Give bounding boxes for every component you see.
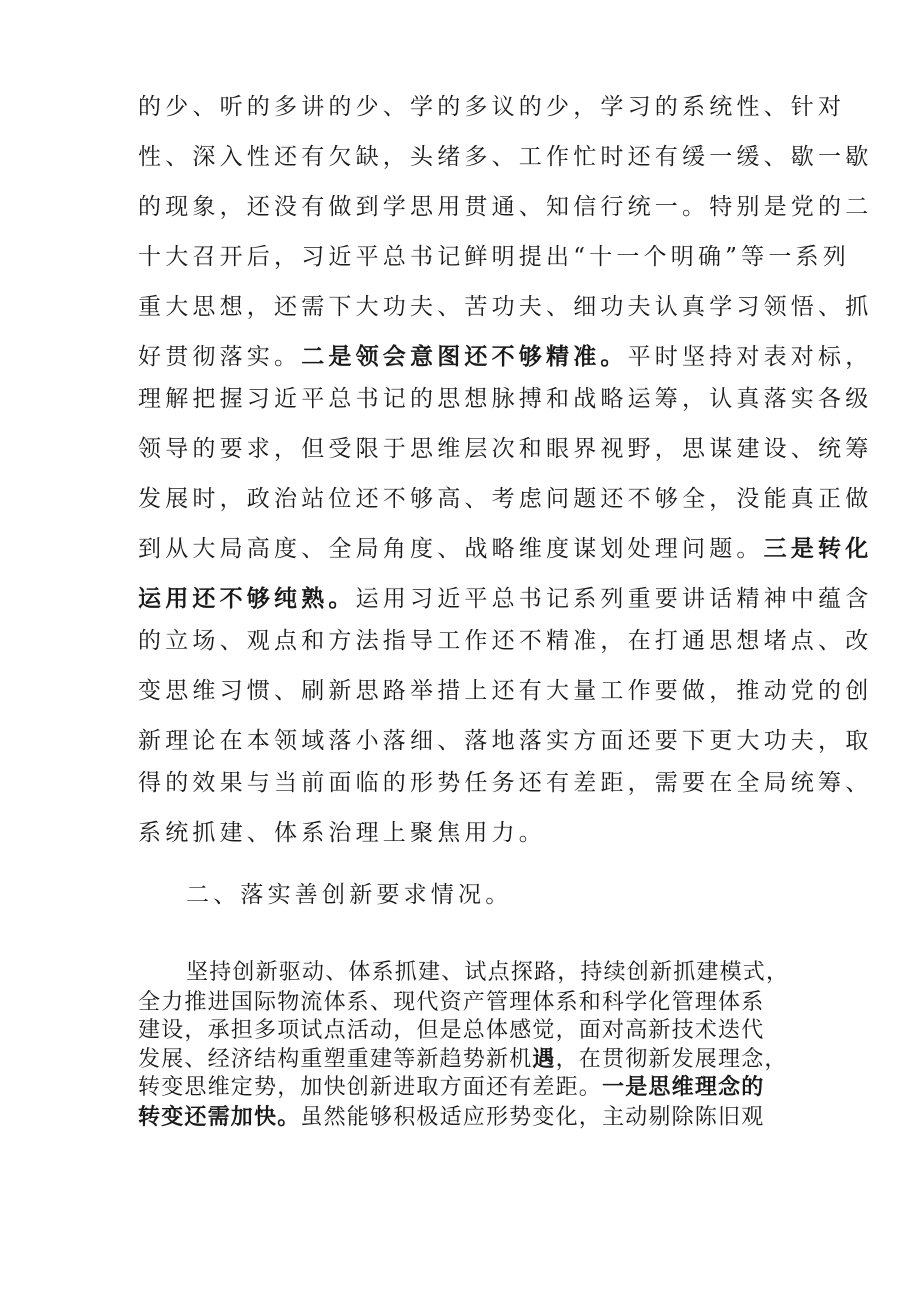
text-segment: 全力推进国际物流体系、现代资产管理体系和科学化管理体系 — [138, 990, 765, 1015]
text-segment: 发展时，政治站位还不够高、考虑问题还不够全，没能真正做 — [138, 486, 873, 512]
text-segment: 理解把握习近平总书记的思想脉搏和战略运筹，认真落实各级 — [138, 386, 873, 412]
bold-text-segment: 运用还不够纯熟。 — [138, 585, 356, 612]
bold-text-segment: 二是领会意图还不够精准。 — [301, 343, 628, 370]
text-segment: 平时坚持对表对标， — [627, 344, 873, 370]
text-line — [186, 958, 789, 988]
text-line — [138, 142, 872, 172]
text-segment: 得的效果与当前面临的形势任务还有差距，需要在全局统筹、 — [138, 770, 873, 796]
text-segment: 新理论在本领域落小落细、落地落实方面还要下更大功夫，取 — [138, 728, 873, 754]
section-heading: 二、落实善创新要求情况。 — [186, 882, 513, 908]
bold-text-segment: 三是转化 — [763, 535, 873, 562]
text-segment: 到从大局高度、全局角度、战略维度谋划处理问题。 — [138, 536, 764, 562]
text-line — [138, 484, 872, 514]
text-line — [138, 434, 872, 464]
bold-text-segment: 转变还需加快。 — [138, 1104, 301, 1130]
text-segment: 重大思想，还需下大功夫、苦功夫、细功夫认真学习领悟、抓 — [138, 294, 873, 320]
text-line — [138, 676, 872, 706]
text-line — [138, 626, 872, 656]
text-line — [138, 988, 764, 1018]
text-segment: ，在贯彻新发展理念， — [555, 1047, 788, 1072]
text-segment: 坚持创新驱动、体系抓建、试点探路，持续创新抓建模式， — [186, 960, 790, 985]
text-segment: 领导的要求，但受限于思维层次和眼界视野，思谋建设、统筹 — [138, 436, 873, 462]
text-line — [138, 1016, 764, 1046]
text-segment: 性、深入性还有欠缺，头绪多、工作忙时还有缓一缓、歇一歇 — [138, 144, 873, 170]
text-segment: 的少、听的多讲的少、学的多议的少，学习的系统性、针对 — [138, 94, 846, 120]
text-line — [138, 768, 872, 798]
text-line — [138, 1102, 764, 1133]
text-segment: 系统抓建、体系治理上聚焦用力。 — [138, 820, 546, 846]
text-segment: 发展、经济结构重塑重建等新趋势新机 — [138, 1047, 533, 1072]
text-line — [138, 192, 872, 222]
text-segment: 十大召开后，习近平总书记鲜明提出“十一个明确”等一系列 — [138, 244, 850, 270]
text-line — [138, 242, 850, 272]
text-line — [138, 342, 872, 372]
text-segment: 虽然能够积极适应形势变化，主动剔除陈旧观 — [300, 1105, 765, 1130]
text-line — [138, 1072, 764, 1103]
text-line — [138, 726, 872, 756]
text-segment: 建设，承担多项试点活动，但是总体感觉，面对高新技术迭代 — [138, 1018, 765, 1043]
text-segment: 变思维习惯、刷新思路举措上还有大量工作要做，推动党的创 — [138, 678, 873, 704]
text-segment: 转变思维定势，加快创新进取方面还有差距。 — [138, 1075, 603, 1100]
bold-text-segment: 一是思维理念的 — [602, 1074, 765, 1100]
text-line — [138, 584, 872, 614]
bold-text-segment: 遇 — [532, 1046, 556, 1072]
text-segment: 的现象，还没有做到学思用贯通、知信行统一。特别是党的二 — [138, 194, 873, 220]
text-line — [138, 818, 546, 848]
text-line — [138, 92, 845, 122]
text-line — [138, 292, 872, 322]
text-segment: 的立场、观点和方法指导工作还不精准，在打通思想堵点、改 — [138, 628, 873, 654]
text-line — [138, 534, 872, 564]
text-line — [138, 384, 872, 414]
text-segment: 运用习近平总书记系列重要讲话精神中蕴含 — [355, 586, 873, 612]
text-segment: 好贯彻落实。 — [138, 344, 302, 370]
text-line — [138, 1044, 788, 1075]
